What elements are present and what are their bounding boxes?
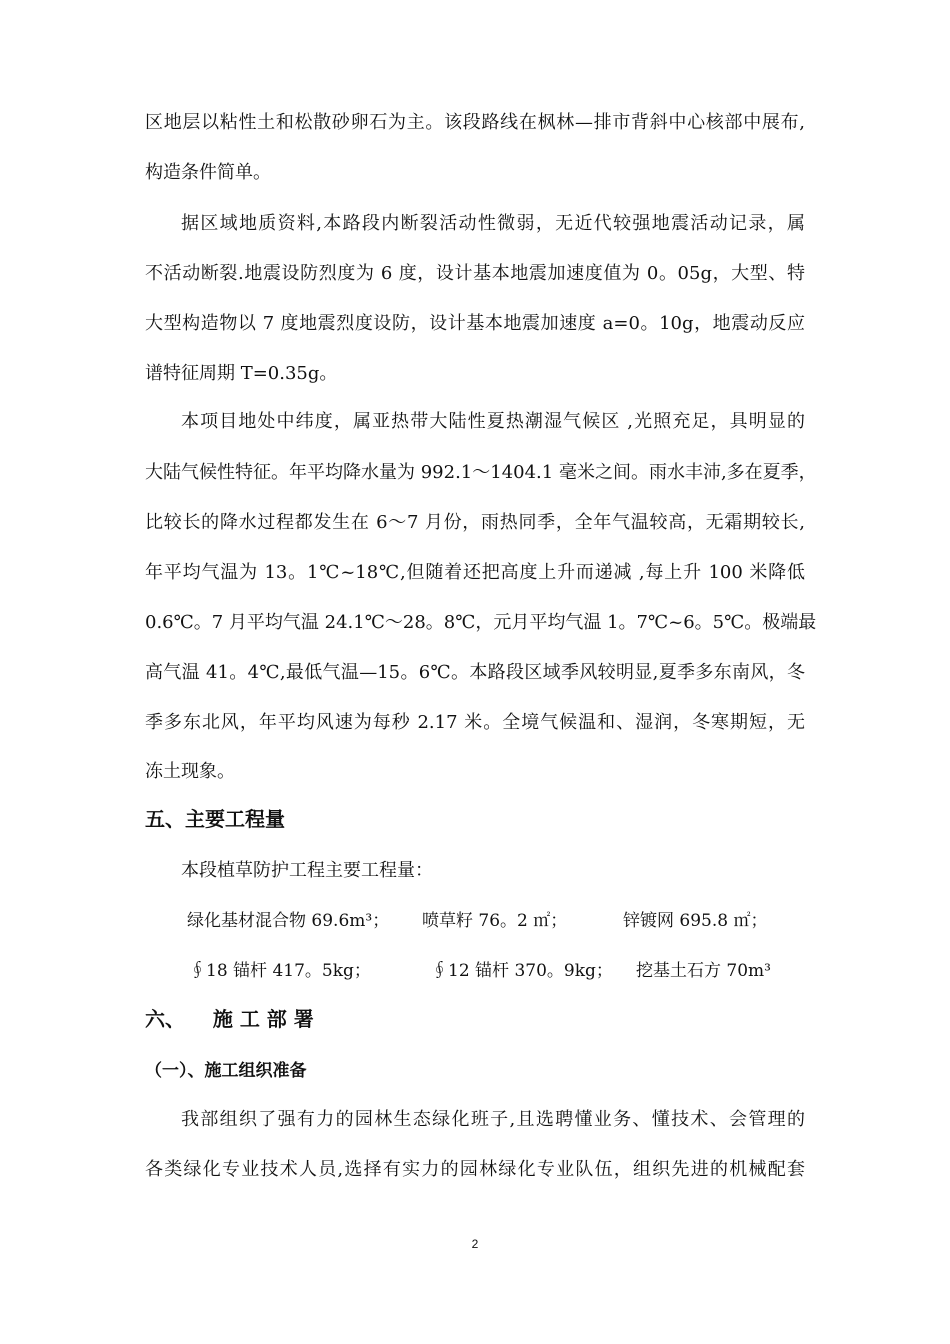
paragraph-line: 各类绿化专业技术人员,选择有实力的园林绿化专业队伍，组织先进的机械配套 xyxy=(145,1159,805,1180)
quantity-item: 锌镀网 695.8 ㎡； xyxy=(623,911,768,931)
paragraph-line: 区地层以粘性土和松散砂卵石为主。该段路线在枫林—排市背斜中心核部中展布, xyxy=(145,112,805,133)
section-heading: 五、主要工程量 xyxy=(145,807,285,831)
section-intro: 本段植草防护工程主要工程量： xyxy=(181,860,433,881)
paragraph-line: 不活动断裂.地震设防烈度为 6 度，设计基本地震加速度值为 0。05g，大型、特 xyxy=(145,263,805,284)
paragraph-line: 大型构造物以 7 度地震烈度设防，设计基本地震加速度 a=0。10g，地震动反应 xyxy=(145,313,805,334)
paragraph-line: 年平均气温为 13。1℃~18℃,但随着还把高度上升而递减 ,每上升 100 米降低 xyxy=(145,562,805,583)
quantity-item: 挖基土石方 70m³ xyxy=(636,961,771,981)
paragraph-line: 我部组织了强有力的园林生态绿化班子,且选聘懂业务、懂技术、会管理的 xyxy=(181,1109,805,1130)
paragraph-line: 冻土现象。 xyxy=(145,761,235,782)
quantity-item: 绿化基材混合物 69.6m³； xyxy=(187,911,390,931)
paragraph-line: 大陆气候性特征。年平均降水量为 992.1～1404.1 毫米之间。雨水丰沛,多在夏季， xyxy=(145,462,817,483)
section-heading: 六、 施 工 部 署 xyxy=(145,1007,314,1031)
paragraph-line: 0.6℃。7 月平均气温 24.1℃～28。8℃，元月平均气温 1。7℃~6。5℃。极端最 xyxy=(145,612,817,633)
quantity-item: ∮12 锚杆 370。9kg； xyxy=(431,961,613,981)
paragraph-line: 谱特征周期 T=0.35g。 xyxy=(145,363,338,384)
paragraph-line: 高气温 41。4℃,最低气温—15。6℃。本路段区域季风较明显,夏季多东南风，冬 xyxy=(145,662,805,683)
paragraph-line: 据区域地质资料,本路段内断裂活动性微弱，无近代较强地震活动记录，属 xyxy=(181,213,805,234)
paragraph-line: 本项目地处中纬度，属亚热带大陆性夏热潮湿气候区 ,光照充足，具明显的 xyxy=(181,411,805,432)
paragraph-line: 比较长的降水过程都发生在 6～7 月份，雨热同季，全年气温较高，无霜期较长, xyxy=(145,512,805,533)
section-subheading: （一）、施工组织准备 xyxy=(145,1061,307,1081)
quantity-item: 喷草籽 76。2 ㎡； xyxy=(422,911,568,931)
paragraph-line: 季多东北风，年平均风速为每秒 2.17 米。全境气候温和、湿润，冬寒期短，无 xyxy=(145,712,805,733)
page-number: 2 xyxy=(471,1237,479,1251)
paragraph-line: 构造条件简单。 xyxy=(145,162,271,183)
quantity-item: ∮18 锚杆 417。5kg； xyxy=(189,961,371,981)
